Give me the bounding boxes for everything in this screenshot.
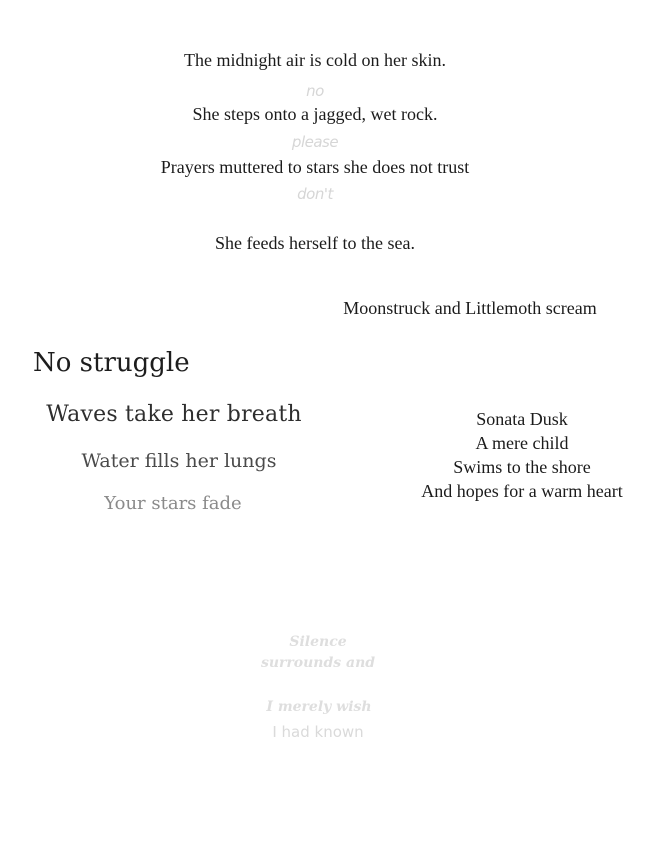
opening-line-4: She feeds herself to the sea.: [215, 233, 415, 253]
opening-line-3: Prayers muttered to stars she does not trust: [160, 157, 470, 177]
drowning-line-2: Waves take her breath: [46, 402, 302, 427]
drowning-line-1: No struggle: [33, 348, 190, 378]
ending-line-3: I merely wish: [266, 699, 372, 715]
whisper-dont: don't: [297, 185, 333, 203]
opening-line-1: The midnight air is cold on her skin.: [184, 50, 446, 70]
sonata-line-3: Swims to the shore: [453, 457, 591, 477]
ending-line-2: surrounds and: [260, 655, 376, 671]
drowning-line-4: Your stars fade: [104, 493, 242, 514]
ending-line-1: Silence: [289, 634, 347, 650]
whisper-no: no: [306, 82, 324, 100]
scream-line: Moonstruck and Littlemoth scream: [343, 298, 597, 318]
sonata-line-2: A mere child: [475, 433, 569, 453]
whisper-please: please: [291, 133, 339, 151]
sonata-stanza: [421, 407, 622, 503]
sonata-line-4: And hopes for a warm heart: [421, 481, 623, 501]
sonata-line-1: Sonata Dusk: [476, 409, 568, 429]
opening-line-2: She steps onto a jagged, wet rock.: [192, 104, 438, 124]
ending-line-4: I had known: [272, 723, 364, 741]
drowning-line-3: Water fills her lungs: [81, 450, 277, 472]
